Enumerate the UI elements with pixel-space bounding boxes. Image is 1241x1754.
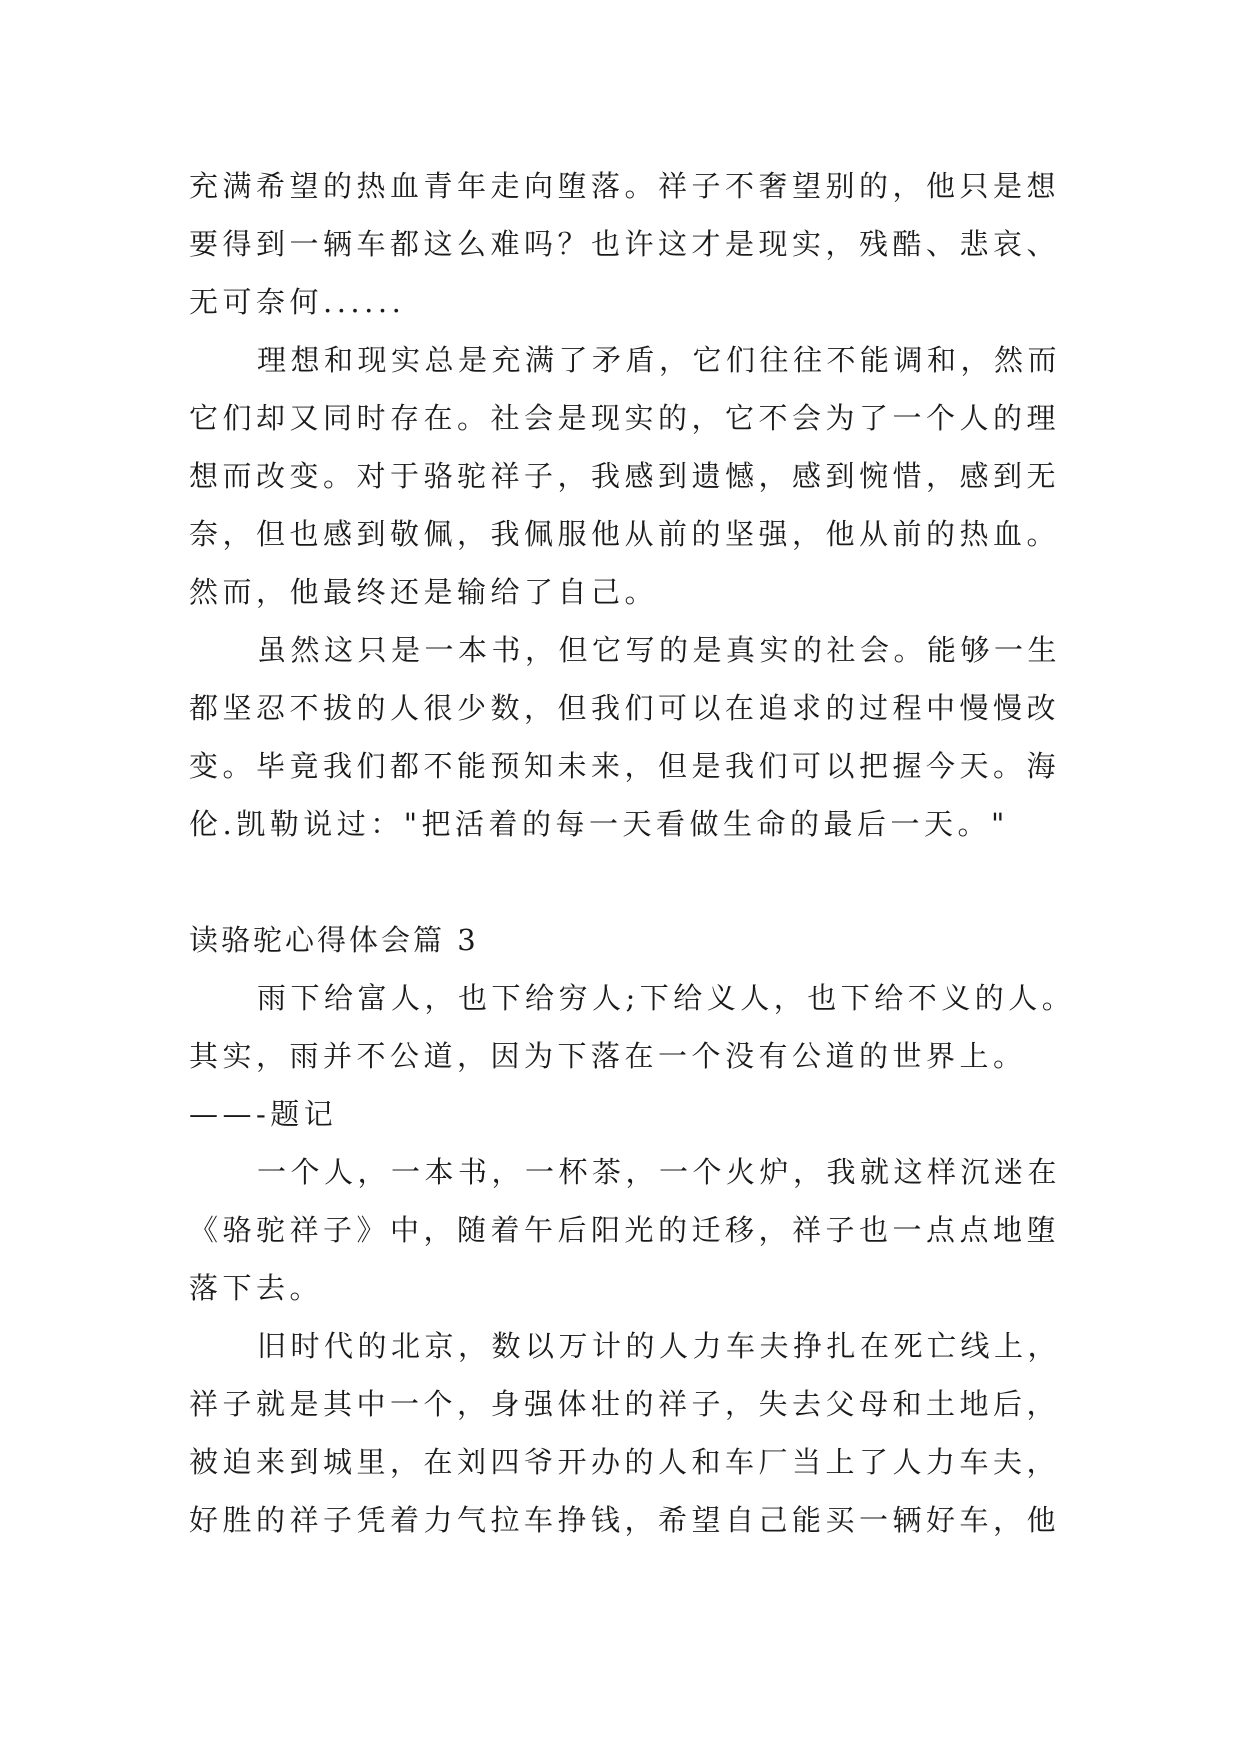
paragraph-line: 其实，雨并不公道，因为下落在一个没有公道的世界上。	[189, 1039, 1027, 1073]
epigraph-attribution: ——-题记	[189, 1097, 338, 1131]
paragraph-line: 落下去。	[189, 1271, 324, 1305]
paragraph-line: 它们却又同时存在。社会是现实的，它不会为了一个人的理	[189, 401, 1061, 435]
paragraph-line: 好胜的祥子凭着力气拉车挣钱，希望自己能买一辆好车，他	[189, 1503, 1061, 1537]
paragraph-line: 然而，他最终还是输给了自己。	[189, 575, 659, 609]
section-heading: 读骆驼心得体会篇 3	[189, 923, 479, 957]
paragraph-line: 伦.凯勒说过："把活着的每一天看做生命的最后一天。"	[189, 807, 1009, 841]
paragraph-line: 被迫来到城里，在刘四爷开办的人和车厂当上了人力车夫，	[189, 1445, 1061, 1479]
paragraph-line: 奈，但也感到敬佩，我佩服他从前的坚强，他从前的热血。	[189, 517, 1061, 551]
paragraph-line: 都坚忍不拔的人很少数，但我们可以在追求的过程中慢慢改	[189, 691, 1061, 725]
paragraph-line: 旧时代的北京，数以万计的人力车夫挣扎在死亡线上，	[257, 1329, 1062, 1363]
paragraph-line: 《骆驼祥子》中，随着午后阳光的迁移，祥子也一点点地堕	[189, 1213, 1061, 1247]
paragraph-line: 祥子就是其中一个，身强体壮的祥子，失去父母和土地后，	[189, 1387, 1061, 1421]
paragraph-line: 雨下给富人，也下给穷人;下给义人，也下给不义的人。	[257, 981, 1076, 1015]
paragraph-line: 无可奈何......	[189, 285, 406, 319]
paragraph-line: 要得到一辆车都这么难吗？也许这才是现实，残酷、悲哀、	[189, 227, 1061, 261]
paragraph-line: 变。毕竟我们都不能预知未来，但是我们可以把握今天。海	[189, 749, 1061, 783]
paragraph-line: 想而改变。对于骆驼祥子，我感到遗憾，感到惋惜，感到无	[189, 459, 1061, 493]
paragraph-line: 一个人，一本书，一杯茶，一个火炉，我就这样沉迷在	[257, 1155, 1062, 1189]
paragraph-line: 充满希望的热血青年走向堕落。祥子不奢望别的，他只是想	[189, 169, 1061, 203]
paragraph-line: 理想和现实总是充满了矛盾，它们往往不能调和，然而	[257, 343, 1062, 377]
paragraph-line: 虽然这只是一本书，但它写的是真实的社会。能够一生	[257, 633, 1062, 667]
